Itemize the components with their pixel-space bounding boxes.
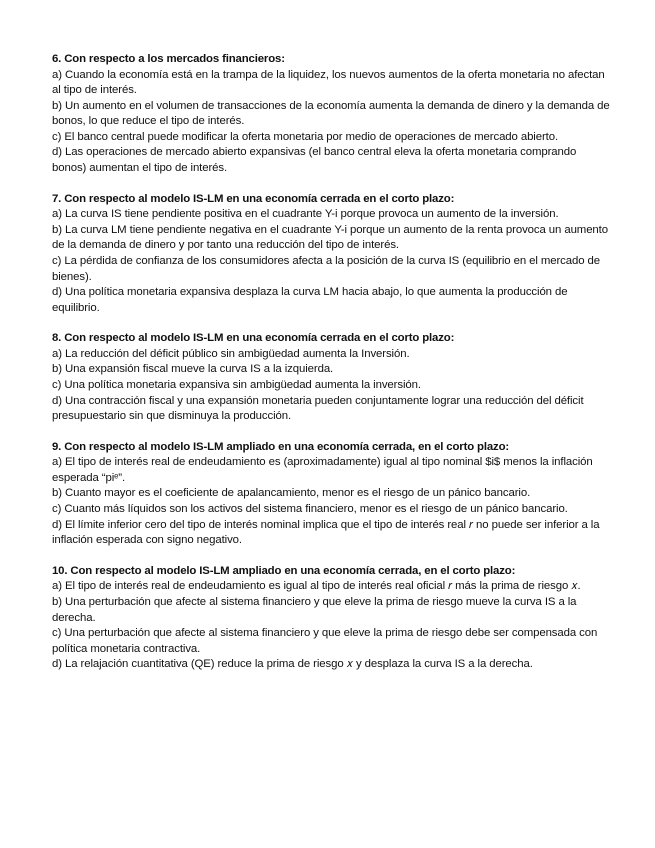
question-8 [52, 331, 612, 424]
question-option-b: b) Una expansión fiscal mueve la curva IS a la izquierda. [52, 363, 334, 376]
question-option-b: b) Un aumento en el volumen de transacciones de la economía aumenta la demanda de dinero y la demanda de bonos, lo que reduce el tipo de interés. [52, 99, 610, 128]
question-title: 7. Con respecto al modelo IS-LM en una economía cerrada en el corto plazo: [52, 192, 455, 205]
question-option-a: a) El tipo de interés real de endeudamiento es igual al tipo de interés real oficial 𝑟 más la prima de riesgo 𝑥. [52, 580, 581, 593]
question-option-c: c) Una política monetaria expansiva sin ambigüedad aumenta la inversión. [52, 379, 421, 391]
question-title: 6. Con respecto a los mercados financieros: [52, 53, 285, 65]
question-7 [52, 192, 612, 317]
question-title: 9. Con respecto al modelo IS-LM ampliado en una economía cerrada, en el corto plazo: [52, 440, 510, 453]
question-title: 10. Con respecto al modelo IS-LM ampliado en una economía cerrada, en el corto plazo: [52, 564, 516, 577]
question-option-b: b) Una perturbación que afecte al sistema financiero y que eleve la prima de riesgo mueve la curva IS a la derecha. [52, 595, 577, 624]
question-title: 8. Con respecto al modelo IS-LM en una economía cerrada en el corto plazo: [52, 332, 455, 345]
question-option-d: d) Una contracción fiscal y una expansión monetaria pueden conjuntamente lograr una reducción del déficit presupuestario sin que disminuya la producción. [52, 394, 584, 423]
question-option-c: c) El banco central puede modificar la oferta monetaria por medio de operaciones de mercado abierto. [52, 130, 559, 143]
question-option-d: d) El límite inferior cero del tipo de interés nominal implica que el tipo de interés real 𝑟 no puede ser inferior a la inflación esperada con signo negativo. [52, 518, 600, 547]
question-option-d: d) Una política monetaria expansiva desplaza la curva LM hacia abajo, lo que aumenta la producción de equilibrio. [52, 286, 568, 314]
question-option-c: c) Cuanto más líquidos son los activos del sistema financiero, menor es el riesgo de un pánico bancario. [52, 503, 568, 516]
question-9 [52, 440, 612, 549]
question-6 [52, 52, 612, 177]
question-option-c: c) La pérdida de confianza de los consumidores afecta a la posición de la curva IS (equilibrio en el mercado de bienes). [52, 254, 600, 283]
question-option-a: a) La curva IS tiene pendiente positiva en el cuadrante Y-i porque provoca un aumento de la inversión. [52, 208, 559, 221]
question-option-c: c) Una perturbación que afecte al sistema financiero y que eleve la prima de riesgo debe ser compensada con política monetaria contractiva. [52, 627, 598, 655]
question-10 [52, 564, 612, 673]
question-option-d: d) La relajación cuantitativa (QE) reduce la prima de riesgo 𝑥 y desplaza la curva IS a la derecha. [52, 658, 533, 671]
question-option-a: a) Cuando la economía está en la trampa de la liquidez, los nuevos aumentos de la oferta monetaria no afectan al tipo de interés. [52, 68, 605, 97]
question-option-b: b) La curva LM tiene pendiente negativa en el cuadrante Y-i porque un aumento de la renta provoca un aumento de la demanda de dinero y por tanto una reducción del tipo de interés. [52, 223, 608, 252]
question-option-a: a) El tipo de interés real de endeudamiento es (aproximadamente) igual al tipo nominal $i$ menos la inflación esperada “piᵉ”. [52, 456, 593, 484]
questions-list [52, 52, 612, 688]
question-option-a: a) La reducción del déficit público sin ambigüedad aumenta la Inversión. [52, 347, 410, 360]
question-option-d: d) Las operaciones de mercado abierto expansivas (el banco central eleva la oferta monetaria comprando bonos) aumentan el tipo de interés. [52, 146, 577, 175]
question-option-b: b) Cuanto mayor es el coeficiente de apalancamiento, menor es el riesgo de un pánico bancario. [52, 487, 531, 500]
